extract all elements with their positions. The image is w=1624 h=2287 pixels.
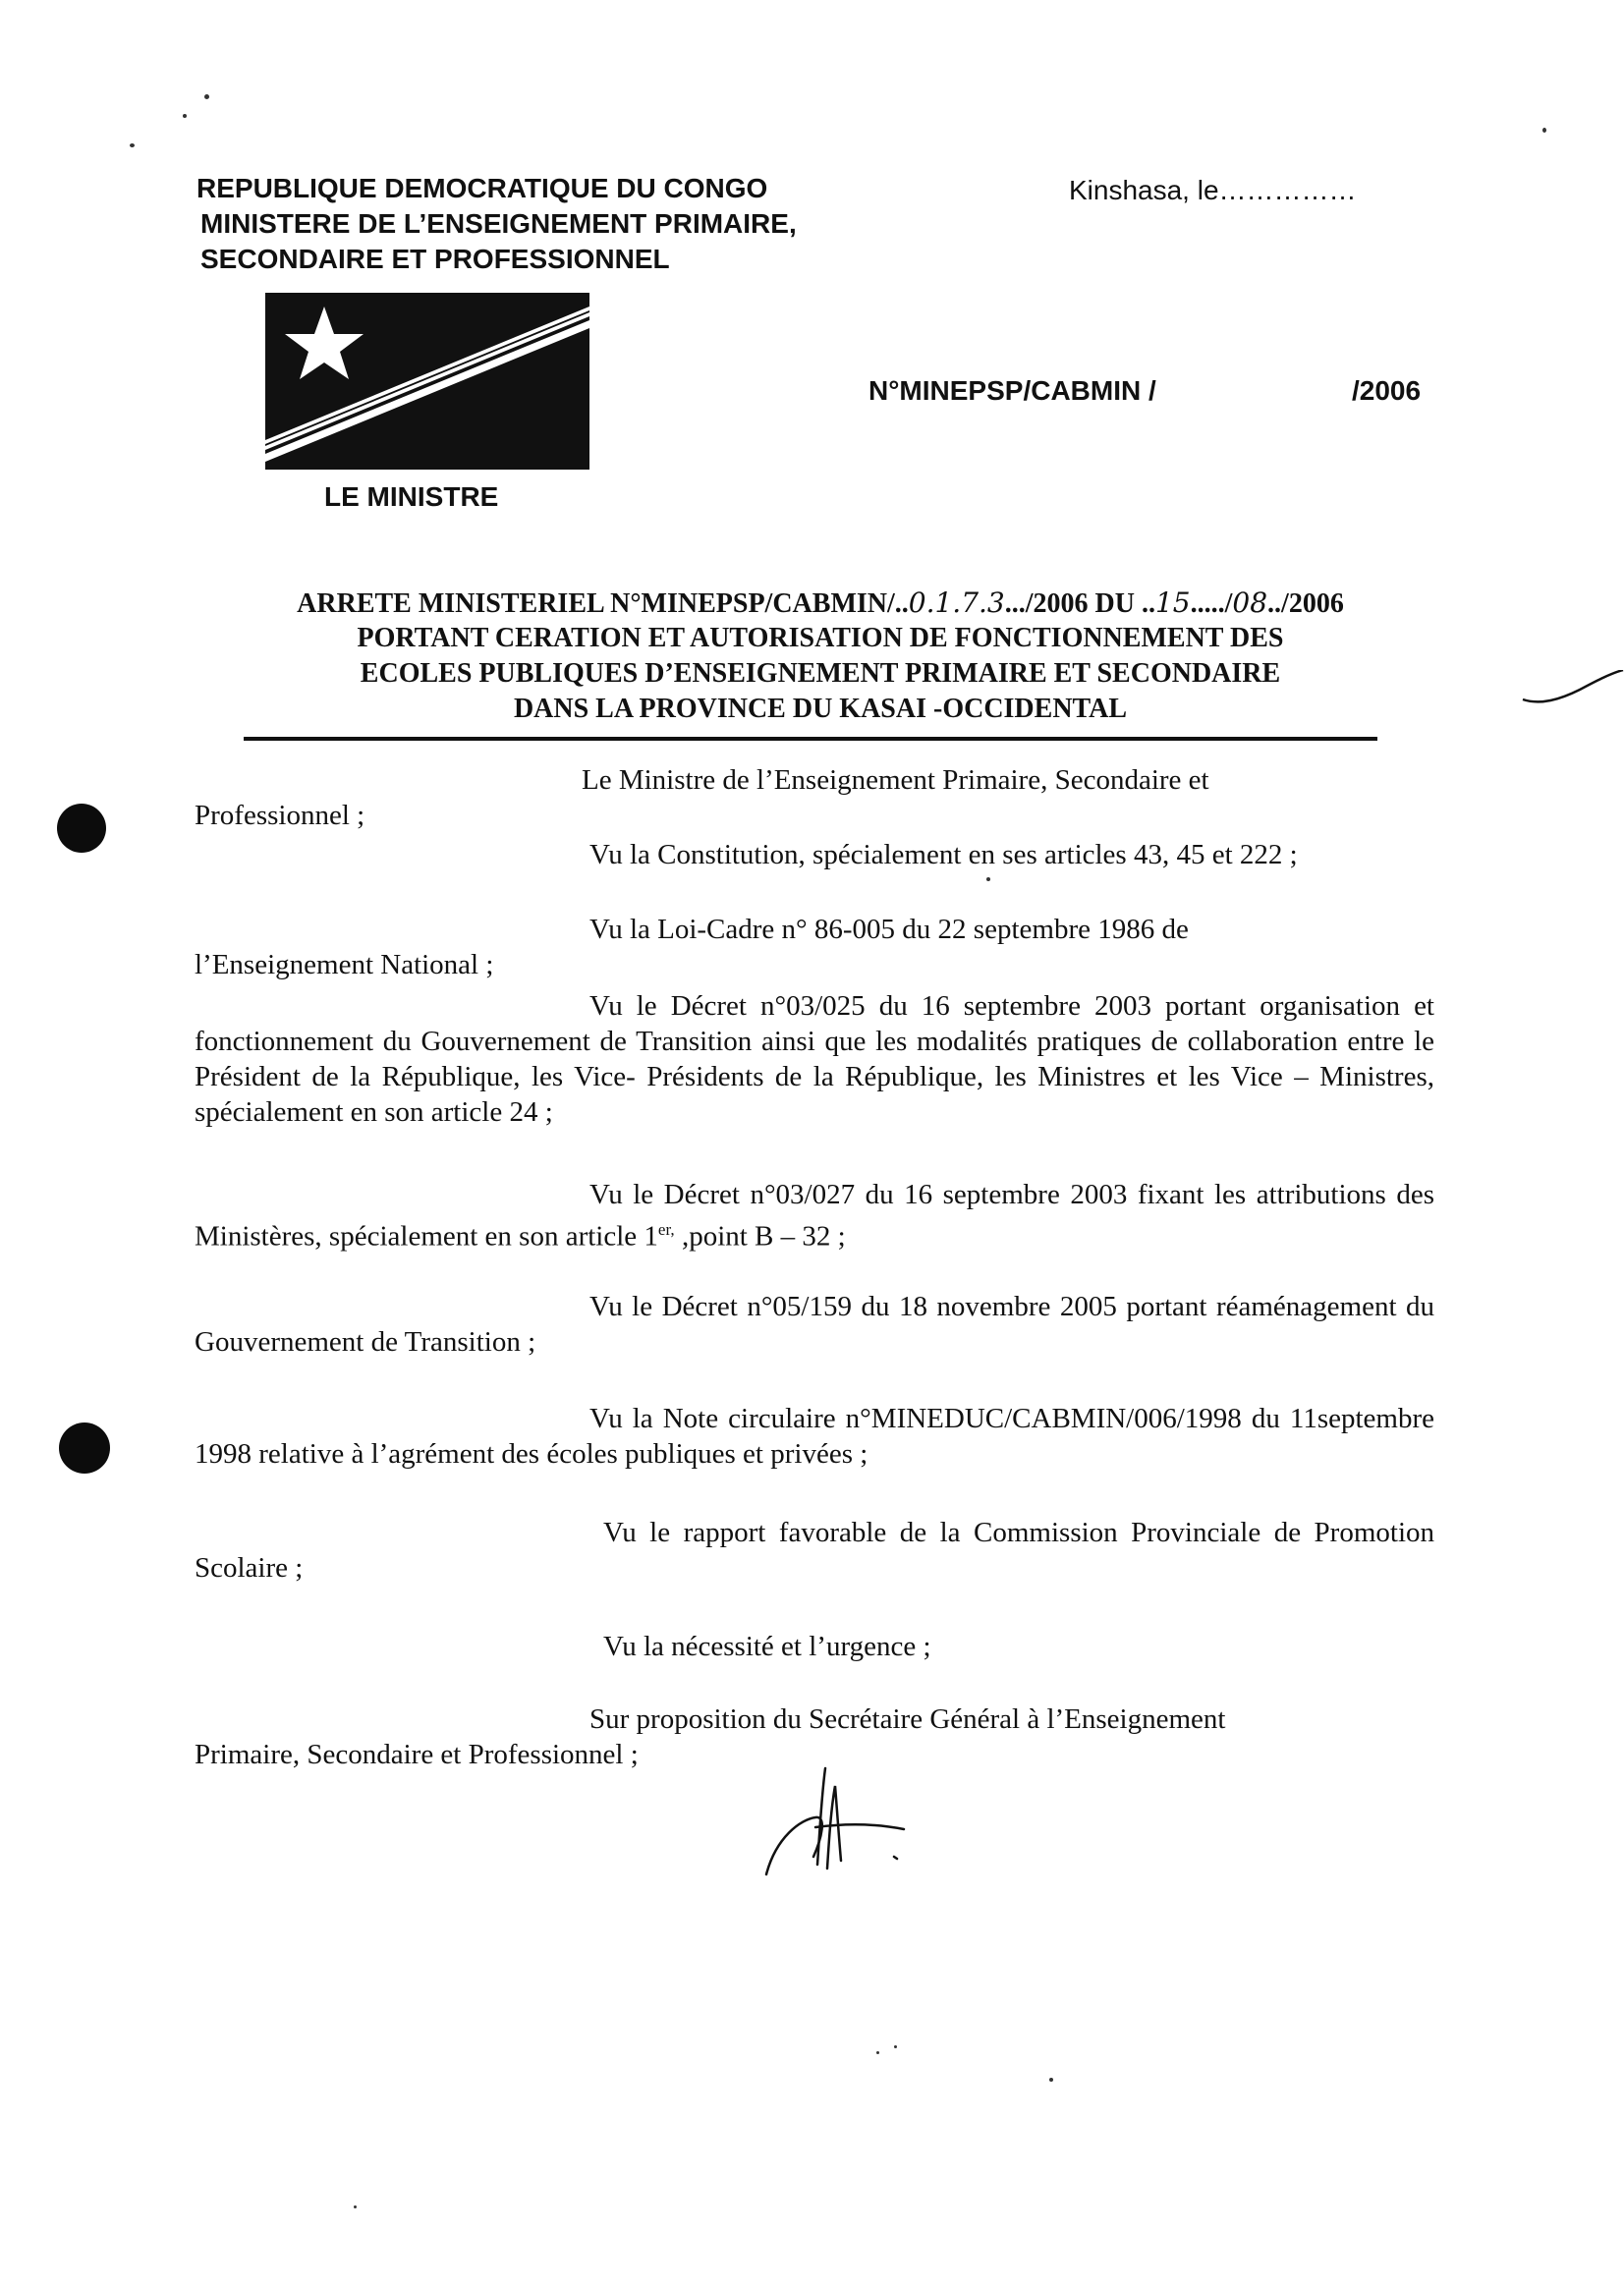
reference-prefix: N°MINEPSP/CABMIN / <box>868 375 1156 406</box>
decree-title-sep: ...../ <box>1190 588 1233 619</box>
scan-speck <box>894 2045 897 2048</box>
minister-label: LE MINISTRE <box>324 481 499 512</box>
proposition-line1: Sur proposition du Secrétaire Général à l’Enseignement <box>589 1703 1226 1735</box>
punch-hole <box>57 804 106 853</box>
decree-title-line4: DANS LA PROVINCE DU KASAI -OCCIDENTAL <box>513 694 1128 724</box>
visa-note-circulaire: Vu la Note circulaire n°MINEDUC/CABMIN/006/1998 du 11septembre 1998 relative à l’agrément des écoles publiques et privées ; <box>195 1403 1434 1470</box>
title-divider <box>244 737 1377 741</box>
margin-pen-stroke <box>1521 670 1624 719</box>
decree-month-handwritten: 08 <box>1232 586 1268 619</box>
preamble-minister-line2: Professionnel ; <box>195 800 365 831</box>
visa-rapport-commission: Vu le rapport favorable de la Commission Provinciale de Promotion Scolaire ; <box>195 1517 1434 1584</box>
reference-year: /2006 <box>1352 375 1422 406</box>
handwritten-initials <box>756 1758 914 1886</box>
preamble-minister <box>195 762 1434 833</box>
visa-loi-cadre-line2: l’Enseignement National ; <box>195 949 494 980</box>
decree-title-line2: PORTANT CERATION ET AUTORISATION DE FONCTIONNEMENT DES <box>357 623 1284 653</box>
decree-title-line3: ECOLES PUBLIQUES D’ENSEIGNEMENT PRIMAIRE ET SECONDAIRE <box>360 658 1281 689</box>
scan-speck <box>204 94 209 99</box>
visa-constitution: Vu la Constitution, spécialement en ses articles 43, 45 et 222 ; <box>589 839 1298 870</box>
preamble-minister-line1: Le Ministre de l’Enseignement Primaire, Secondaire et <box>582 764 1209 796</box>
visa-decret-03-027-end: ,point B – 32 ; <box>674 1220 846 1253</box>
decree-title-line1 <box>196 586 1444 622</box>
punch-hole <box>59 1422 110 1474</box>
republic-name: REPUBLIQUE DEMOCRATIQUE DU CONGO <box>196 173 768 203</box>
visa-decret-03-025: Vu le Décret n°03/025 du 16 septembre 2003 portant organisation et fonctionnement du Gouvernement de Transition ainsi que les modalités pratiques de collaboration entre le Président de la République, les Vice- Présidents de la République, les Ministres et les Vice – Ministres, spécialement en son article 24 ; <box>195 990 1434 1128</box>
decree-number-handwritten: 0.1.7.3 <box>908 586 1005 619</box>
visa-decret-03-027 <box>195 1177 1434 1255</box>
decree-title-mid: .../2006 DU .. <box>1004 588 1155 619</box>
visa-decret-05-159: Vu le Décret n°05/159 du 18 novembre 2005 portant réaménagement du Gouvernement de Transition ; <box>195 1291 1434 1358</box>
superscript-er: er, <box>657 1220 675 1239</box>
scan-speck <box>1542 128 1546 133</box>
scan-speck <box>354 2205 357 2208</box>
visa-necessite: Vu la nécessité et l’urgence ; <box>603 1631 931 1662</box>
ministry-name-line1: MINISTERE DE L’ENSEIGNEMENT PRIMAIRE, <box>200 208 797 239</box>
proposition-line2: Primaire, Secondaire et Professionnel ; <box>195 1739 639 1770</box>
scan-speck <box>986 877 990 881</box>
decree-day-handwritten: 15 <box>1154 586 1191 619</box>
decree-title-prefix: ARRETE MINISTERIEL N°MINEPSP/CABMIN/.. <box>297 588 909 619</box>
scan-speck <box>130 143 135 147</box>
scan-speck <box>183 114 187 118</box>
drc-flag-icon <box>265 293 589 470</box>
ministry-name-line2: SECONDAIRE ET PROFESSIONNEL <box>200 244 670 274</box>
scan-speck <box>876 2051 879 2054</box>
scan-speck <box>1049 2078 1053 2082</box>
visa-loi-cadre-line1: Vu la Loi-Cadre n° 86-005 du 22 septembre 1986 de <box>589 914 1189 945</box>
visa-loi-cadre <box>195 912 1434 982</box>
place-date: Kinshasa, le…………… <box>1069 175 1357 205</box>
visa-decret-03-027-text: Vu le Décret n°03/027 du 16 septembre 2003 fixant les attributions des Ministères, spécialement en son article 1 <box>195 1179 1434 1253</box>
decree-title-suffix: ../2006 <box>1267 588 1344 619</box>
